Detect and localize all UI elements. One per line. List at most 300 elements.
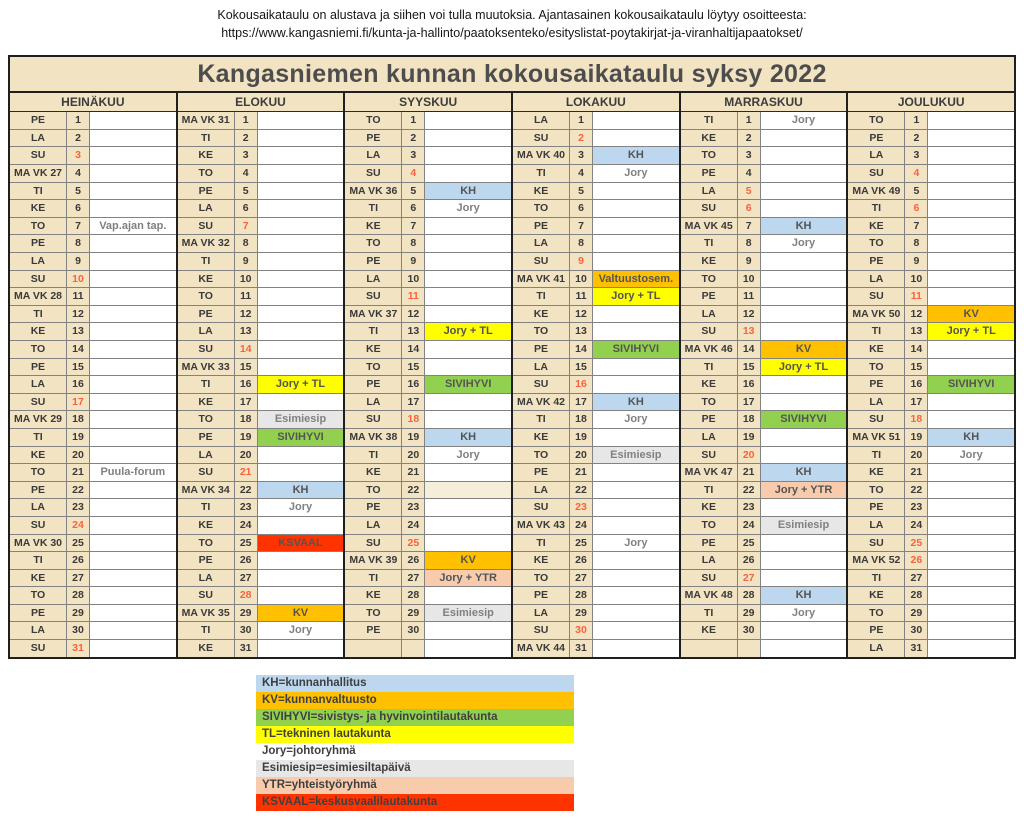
- weekday-cell: TI: [848, 570, 905, 588]
- day-number-cell: 2: [905, 130, 928, 148]
- day-number-cell: 4: [905, 165, 928, 183]
- weekday-cell: MA VK 36: [345, 183, 402, 201]
- weekday-cell: PE: [10, 112, 67, 130]
- day-number-cell: 16: [570, 376, 593, 394]
- day-number-cell: 19: [235, 429, 258, 447]
- weekday-cell: TO: [681, 147, 738, 165]
- weekday-cell: TI: [178, 376, 235, 394]
- day-number-cell: 16: [402, 376, 425, 394]
- weekday-cell: LA: [10, 499, 67, 517]
- event-cell: Jory + TL: [928, 323, 1014, 341]
- day-number-cell: 31: [905, 640, 928, 657]
- weekday-cell: TO: [681, 394, 738, 412]
- day-number-cell: 17: [402, 394, 425, 412]
- event-cell: [90, 341, 176, 359]
- day-number-cell: 12: [67, 306, 90, 324]
- event-cell: [90, 323, 176, 341]
- day-number-cell: 19: [570, 429, 593, 447]
- event-cell: [258, 271, 344, 289]
- day-number-cell: 3: [402, 147, 425, 165]
- event-cell: KH: [258, 482, 344, 500]
- day-number-cell: 2: [738, 130, 761, 148]
- weekday-cell: SU: [513, 622, 570, 640]
- event-cell: [258, 359, 344, 377]
- day-number-cell: 18: [570, 411, 593, 429]
- day-number-cell: 28: [905, 587, 928, 605]
- event-cell: [90, 605, 176, 623]
- event-cell: SIVIHYVI: [761, 411, 847, 429]
- day-number-cell: 15: [570, 359, 593, 377]
- event-cell: Jory + YTR: [761, 482, 847, 500]
- weekday-cell: TO: [848, 235, 905, 253]
- day-number-cell: 10: [402, 271, 425, 289]
- day-number-cell: 17: [67, 394, 90, 412]
- event-cell: [928, 587, 1014, 605]
- day-number-cell: 30: [402, 622, 425, 640]
- event-cell: [928, 394, 1014, 412]
- event-cell: [425, 341, 511, 359]
- event-cell: [761, 552, 847, 570]
- day-number-cell: 16: [235, 376, 258, 394]
- day-number-cell: 22: [67, 482, 90, 500]
- day-number-cell: 9: [235, 253, 258, 271]
- legend-item: KH=kunnanhallitus: [256, 675, 574, 692]
- weekday-cell: LA: [10, 253, 67, 271]
- weekday-cell: TI: [681, 359, 738, 377]
- day-number-cell: 24: [738, 517, 761, 535]
- event-cell: [90, 235, 176, 253]
- weekday-cell: MA VK 32: [178, 235, 235, 253]
- day-number-cell: 9: [570, 253, 593, 271]
- event-cell: [90, 200, 176, 218]
- weekday-cell: TI: [513, 411, 570, 429]
- weekday-cell: SU: [10, 394, 67, 412]
- day-number-cell: 25: [738, 535, 761, 553]
- event-cell: [928, 253, 1014, 271]
- weekday-cell: PE: [10, 605, 67, 623]
- event-cell: Jory + TL: [761, 359, 847, 377]
- event-cell: [593, 112, 679, 130]
- day-number-cell: 14: [402, 341, 425, 359]
- day-number-cell: 2: [235, 130, 258, 148]
- event-cell: [928, 517, 1014, 535]
- event-cell: [258, 552, 344, 570]
- weekday-cell: KE: [848, 464, 905, 482]
- month-header: LOKAKUU: [513, 93, 679, 112]
- day-number-cell: 4: [570, 165, 593, 183]
- weekday-cell: PE: [681, 165, 738, 183]
- event-cell: KV: [928, 306, 1014, 324]
- day-number-cell: 7: [402, 218, 425, 236]
- event-cell: [761, 306, 847, 324]
- weekday-cell: KE: [10, 200, 67, 218]
- day-number-cell: 5: [570, 183, 593, 201]
- event-cell: [593, 605, 679, 623]
- day-number-cell: 30: [235, 622, 258, 640]
- weekday-cell: MA VK 43: [513, 517, 570, 535]
- day-number-cell: 18: [235, 411, 258, 429]
- weekday-cell: [345, 640, 402, 657]
- day-number-cell: 14: [905, 341, 928, 359]
- legend: [256, 675, 574, 811]
- weekday-cell: LA: [848, 517, 905, 535]
- weekday-cell: LA: [10, 376, 67, 394]
- day-number-cell: 28: [67, 587, 90, 605]
- weekday-cell: SU: [681, 570, 738, 588]
- day-number-cell: 29: [235, 605, 258, 623]
- event-cell: Esimiesip: [258, 411, 344, 429]
- day-number-cell: 21: [402, 464, 425, 482]
- legend-item: KSVAAL=keskusvaalilautakunta: [256, 794, 574, 811]
- event-cell: [761, 183, 847, 201]
- day-number-cell: 20: [235, 447, 258, 465]
- weekday-cell: SU: [345, 411, 402, 429]
- day-number-cell: 17: [570, 394, 593, 412]
- weekday-cell: PE: [848, 253, 905, 271]
- weekday-cell: TO: [681, 517, 738, 535]
- day-number-cell: 28: [235, 587, 258, 605]
- day-number-cell: 24: [570, 517, 593, 535]
- legend-item: YTR=yhteistyöryhmä: [256, 777, 574, 794]
- event-cell: Vap.ajan tap.: [90, 218, 176, 236]
- event-cell: Jory: [258, 622, 344, 640]
- weekday-cell: PE: [178, 552, 235, 570]
- event-cell: [258, 253, 344, 271]
- day-number-cell: 29: [67, 605, 90, 623]
- weekday-cell: MA VK 41: [513, 271, 570, 289]
- event-cell: [425, 482, 511, 500]
- event-cell: KH: [593, 147, 679, 165]
- day-number-cell: 23: [738, 499, 761, 517]
- day-number-cell: 22: [570, 482, 593, 500]
- day-number-cell: 10: [235, 271, 258, 289]
- event-cell: [928, 271, 1014, 289]
- event-cell: Esimiesip: [593, 447, 679, 465]
- day-number-cell: 21: [570, 464, 593, 482]
- event-cell: [928, 218, 1014, 236]
- day-number-cell: 25: [402, 535, 425, 553]
- event-cell: [928, 200, 1014, 218]
- event-cell: [258, 183, 344, 201]
- day-number-cell: 20: [738, 447, 761, 465]
- weekday-cell: MA VK 47: [681, 464, 738, 482]
- event-cell: [593, 499, 679, 517]
- event-cell: [761, 640, 847, 657]
- event-cell: [928, 235, 1014, 253]
- event-cell: [593, 552, 679, 570]
- day-number-cell: 4: [67, 165, 90, 183]
- event-cell: [258, 323, 344, 341]
- weekday-cell: SU: [848, 165, 905, 183]
- weekday-cell: KE: [513, 183, 570, 201]
- weekday-cell: PE: [10, 235, 67, 253]
- day-number-cell: 9: [905, 253, 928, 271]
- weekday-cell: LA: [513, 359, 570, 377]
- weekday-cell: LA: [10, 622, 67, 640]
- event-cell: [928, 482, 1014, 500]
- event-cell: [258, 288, 344, 306]
- weekday-cell: MA VK 38: [345, 429, 402, 447]
- month-day-grid: [345, 112, 511, 656]
- event-cell: [90, 429, 176, 447]
- day-number-cell: 26: [67, 552, 90, 570]
- event-cell: [593, 130, 679, 148]
- day-number-cell: 5: [235, 183, 258, 201]
- day-number-cell: 30: [570, 622, 593, 640]
- day-number-cell: 10: [67, 271, 90, 289]
- day-number-cell: 30: [67, 622, 90, 640]
- weekday-cell: KE: [681, 622, 738, 640]
- day-number-cell: 18: [67, 411, 90, 429]
- weekday-cell: LA: [848, 147, 905, 165]
- event-cell: Puula-forum: [90, 464, 176, 482]
- event-cell: KH: [425, 429, 511, 447]
- weekday-cell: LA: [345, 147, 402, 165]
- day-number-cell: 27: [402, 570, 425, 588]
- weekday-cell: TI: [848, 200, 905, 218]
- weekday-cell: KE: [681, 376, 738, 394]
- weekday-cell: TO: [10, 218, 67, 236]
- event-cell: Jory + TL: [258, 376, 344, 394]
- event-cell: [761, 271, 847, 289]
- day-number-cell: 26: [570, 552, 593, 570]
- event-cell: [258, 130, 344, 148]
- event-cell: [90, 411, 176, 429]
- weekday-cell: KE: [178, 147, 235, 165]
- day-number-cell: 24: [905, 517, 928, 535]
- weekday-cell: TO: [345, 235, 402, 253]
- day-number-cell: 18: [402, 411, 425, 429]
- day-number-cell: 22: [905, 482, 928, 500]
- event-cell: Jory: [425, 447, 511, 465]
- day-number-cell: 17: [738, 394, 761, 412]
- weekday-cell: TO: [848, 605, 905, 623]
- weekday-cell: LA: [681, 183, 738, 201]
- weekday-cell: KE: [345, 464, 402, 482]
- day-number-cell: 23: [235, 499, 258, 517]
- weekday-cell: TO: [513, 570, 570, 588]
- event-cell: [593, 235, 679, 253]
- event-cell: [90, 112, 176, 130]
- event-cell: KH: [761, 218, 847, 236]
- weekday-cell: KE: [681, 499, 738, 517]
- event-cell: [425, 288, 511, 306]
- day-number-cell: 3: [570, 147, 593, 165]
- month-header: ELOKUU: [178, 93, 344, 112]
- event-cell: [928, 499, 1014, 517]
- day-number-cell: 19: [67, 429, 90, 447]
- legend-item: Jory=johtoryhmä: [262, 744, 356, 757]
- weekday-cell: TO: [10, 341, 67, 359]
- weekday-cell: SU: [513, 130, 570, 148]
- day-number-cell: 20: [402, 447, 425, 465]
- weekday-cell: LA: [513, 605, 570, 623]
- event-cell: [761, 570, 847, 588]
- day-number-cell: 6: [235, 200, 258, 218]
- day-number-cell: 16: [905, 376, 928, 394]
- event-cell: [593, 622, 679, 640]
- weekday-cell: MA VK 48: [681, 587, 738, 605]
- day-number-cell: 13: [402, 323, 425, 341]
- day-number-cell: 9: [402, 253, 425, 271]
- month-column-2: [178, 93, 346, 656]
- weekday-cell: PE: [681, 411, 738, 429]
- day-number-cell: 21: [905, 464, 928, 482]
- weekday-cell: TI: [513, 288, 570, 306]
- day-number-cell: 11: [235, 288, 258, 306]
- event-cell: [425, 535, 511, 553]
- weekday-cell: TI: [10, 306, 67, 324]
- weekday-cell: MA VK 37: [345, 306, 402, 324]
- day-number-cell: 22: [235, 482, 258, 500]
- weekday-cell: SU: [513, 253, 570, 271]
- event-cell: [593, 482, 679, 500]
- weekday-cell: KE: [178, 394, 235, 412]
- weekday-cell: SU: [345, 165, 402, 183]
- weekday-cell: TO: [10, 464, 67, 482]
- event-cell: [928, 622, 1014, 640]
- day-number-cell: 22: [738, 482, 761, 500]
- weekday-cell: MA VK 34: [178, 482, 235, 500]
- weekday-cell: KE: [345, 218, 402, 236]
- weekday-cell: LA: [178, 323, 235, 341]
- day-number-cell: 7: [570, 218, 593, 236]
- event-cell: [425, 411, 511, 429]
- day-number-cell: 14: [235, 341, 258, 359]
- weekday-cell: TI: [681, 482, 738, 500]
- weekday-cell: SU: [848, 288, 905, 306]
- day-number-cell: 11: [402, 288, 425, 306]
- weekday-cell: MA VK 27: [10, 165, 67, 183]
- day-number-cell: 11: [570, 288, 593, 306]
- event-cell: [928, 183, 1014, 201]
- day-number-cell: [738, 640, 761, 657]
- weekday-cell: TO: [178, 535, 235, 553]
- event-cell: [258, 112, 344, 130]
- day-number-cell: 21: [67, 464, 90, 482]
- event-cell: [425, 165, 511, 183]
- day-number-cell: 2: [570, 130, 593, 148]
- weekday-cell: TI: [178, 499, 235, 517]
- weekday-cell: MA VK 29: [10, 411, 67, 429]
- day-number-cell: 26: [402, 552, 425, 570]
- weekday-cell: PE: [345, 376, 402, 394]
- event-cell: KV: [761, 341, 847, 359]
- day-number-cell: 13: [905, 323, 928, 341]
- day-number-cell: 23: [67, 499, 90, 517]
- day-number-cell: 5: [905, 183, 928, 201]
- day-number-cell: 13: [67, 323, 90, 341]
- day-number-cell: 29: [570, 605, 593, 623]
- event-cell: [928, 288, 1014, 306]
- event-cell: Jory: [258, 499, 344, 517]
- event-cell: [761, 535, 847, 553]
- weekday-cell: LA: [681, 429, 738, 447]
- event-cell: [258, 587, 344, 605]
- day-number-cell: 6: [570, 200, 593, 218]
- weekday-cell: LA: [848, 394, 905, 412]
- month-column-6: [848, 93, 1014, 656]
- day-number-cell: 23: [570, 499, 593, 517]
- weekday-cell: PE: [513, 464, 570, 482]
- weekday-cell: SU: [848, 535, 905, 553]
- day-number-cell: 31: [67, 640, 90, 657]
- event-cell: [593, 376, 679, 394]
- weekday-cell: SU: [10, 147, 67, 165]
- weekday-cell: TO: [345, 112, 402, 130]
- weekday-cell: PE: [681, 288, 738, 306]
- weekday-cell: TI: [681, 605, 738, 623]
- weekday-cell: MA VK 35: [178, 605, 235, 623]
- day-number-cell: 15: [738, 359, 761, 377]
- day-number-cell: 1: [67, 112, 90, 130]
- day-number-cell: 1: [235, 112, 258, 130]
- day-number-cell: 6: [402, 200, 425, 218]
- weekday-cell: TO: [345, 605, 402, 623]
- weekday-cell: [681, 640, 738, 657]
- event-cell: [928, 552, 1014, 570]
- weekday-cell: TI: [848, 447, 905, 465]
- weekday-cell: MA VK 44: [513, 640, 570, 657]
- weekday-cell: TO: [10, 587, 67, 605]
- day-number-cell: 13: [235, 323, 258, 341]
- weekday-cell: TO: [178, 165, 235, 183]
- weekday-cell: MA VK 33: [178, 359, 235, 377]
- day-number-cell: 31: [235, 640, 258, 657]
- event-cell: [90, 130, 176, 148]
- event-cell: KH: [761, 464, 847, 482]
- day-number-cell: 5: [402, 183, 425, 201]
- weekday-cell: LA: [681, 306, 738, 324]
- schedule-table: [8, 55, 1016, 658]
- weekday-cell: TO: [848, 112, 905, 130]
- event-cell: [90, 587, 176, 605]
- day-number-cell: 11: [67, 288, 90, 306]
- event-cell: [258, 341, 344, 359]
- event-cell: Jory: [761, 112, 847, 130]
- event-cell: [425, 587, 511, 605]
- day-number-cell: 17: [905, 394, 928, 412]
- event-cell: Valtuustosem.: [593, 271, 679, 289]
- event-cell: Jory: [593, 535, 679, 553]
- weekday-cell: TI: [10, 183, 67, 201]
- event-cell: [258, 147, 344, 165]
- event-cell: [761, 323, 847, 341]
- day-number-cell: 8: [905, 235, 928, 253]
- event-cell: [928, 535, 1014, 553]
- weekday-cell: TI: [345, 323, 402, 341]
- event-cell: [258, 165, 344, 183]
- weekday-cell: KE: [513, 429, 570, 447]
- month-day-grid: [681, 112, 847, 656]
- event-cell: Jory + YTR: [425, 570, 511, 588]
- weekday-cell: TO: [178, 411, 235, 429]
- event-cell: [258, 218, 344, 236]
- event-cell: [928, 640, 1014, 657]
- day-number-cell: 7: [67, 218, 90, 236]
- weekday-cell: TI: [345, 200, 402, 218]
- event-cell: KH: [928, 429, 1014, 447]
- event-cell: [425, 306, 511, 324]
- event-cell: [928, 464, 1014, 482]
- event-cell: [258, 394, 344, 412]
- weekday-cell: LA: [10, 130, 67, 148]
- weekday-cell: LA: [178, 447, 235, 465]
- day-number-cell: 13: [570, 323, 593, 341]
- day-number-cell: 3: [235, 147, 258, 165]
- day-number-cell: 14: [67, 341, 90, 359]
- weekday-cell: SU: [10, 271, 67, 289]
